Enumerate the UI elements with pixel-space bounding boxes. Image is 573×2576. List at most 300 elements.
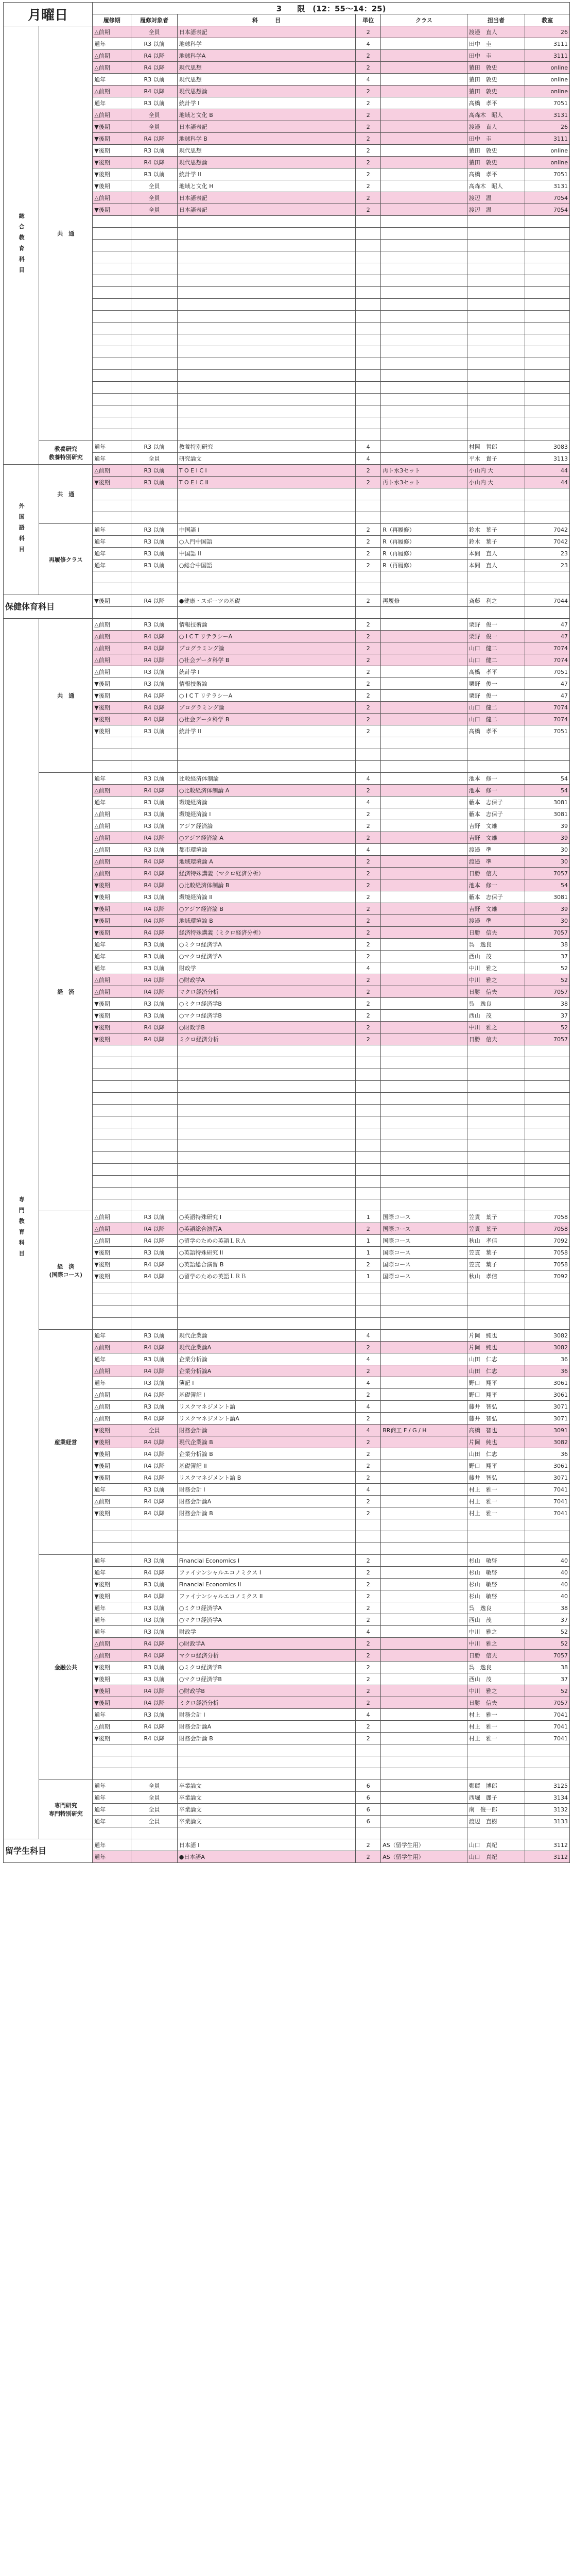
cell: 3113	[525, 453, 570, 465]
column-header: 担当者	[467, 14, 525, 26]
cell: 鄭麗 博郎	[467, 1780, 525, 1792]
cell	[467, 1045, 525, 1057]
cell: 通年	[93, 74, 131, 86]
cell: 財務会計論A	[177, 1496, 355, 1507]
cell	[131, 251, 177, 263]
cell: 情報技術論	[177, 619, 355, 631]
cell: 日勝 信夫	[467, 1650, 525, 1662]
cell	[356, 1081, 381, 1093]
cell	[381, 1602, 467, 1614]
cell	[381, 986, 467, 998]
cell: ●健康・スポーツの基礎	[177, 595, 355, 607]
cell: 中川 雅之	[467, 1626, 525, 1638]
cell	[131, 1768, 177, 1780]
cell	[131, 1744, 177, 1756]
cell: 2	[356, 879, 381, 891]
cell	[177, 1282, 355, 1294]
cell: 鈴木 葉子	[467, 536, 525, 548]
cell	[525, 311, 570, 323]
cell: 秋山 孝信	[467, 1235, 525, 1247]
cell: 30	[525, 915, 570, 927]
cell	[131, 1851, 177, 1863]
cell	[381, 927, 467, 939]
cell: R3 以前	[131, 1626, 177, 1638]
cell	[177, 1768, 355, 1780]
cell	[381, 500, 467, 512]
cell	[177, 761, 355, 773]
cell: 2	[356, 1033, 381, 1045]
cell: R（再履修）	[381, 548, 467, 560]
cell: 2	[356, 168, 381, 180]
cell: ●日本語A	[177, 1851, 355, 1863]
cell	[381, 1531, 467, 1543]
cell	[356, 358, 381, 370]
cell: ○ミクロ経済学B	[177, 1662, 355, 1673]
cell: 2	[356, 1496, 381, 1507]
cell	[381, 808, 467, 820]
cell: 藪本 志保子	[467, 808, 525, 820]
cell	[381, 1282, 467, 1294]
cell: 日本語表記	[177, 121, 355, 133]
cell	[356, 311, 381, 323]
cell: ▼後期	[93, 1507, 131, 1519]
cell: 26	[525, 26, 570, 38]
cell: 財政学	[177, 962, 355, 974]
cell	[177, 1116, 355, 1128]
cell: 村上 雅一	[467, 1507, 525, 1519]
cell: 全員	[131, 26, 177, 38]
cell	[356, 512, 381, 524]
cell	[381, 607, 467, 619]
cell	[381, 1756, 467, 1768]
cell	[356, 1744, 381, 1756]
cell	[93, 1744, 131, 1756]
cell	[525, 1140, 570, 1152]
cell: ▼後期	[93, 1673, 131, 1685]
cell	[467, 1199, 525, 1211]
cell: ▼後期	[93, 903, 131, 915]
cell: 栗野 俊一	[467, 631, 525, 642]
cell	[356, 1057, 381, 1069]
cell: 通年	[93, 1839, 131, 1851]
cell: 39	[525, 832, 570, 844]
cell	[467, 488, 525, 500]
cell	[177, 512, 355, 524]
cell	[381, 97, 467, 109]
cell: R3 以前	[131, 1555, 177, 1567]
cell	[467, 299, 525, 311]
cell: 通年	[93, 524, 131, 536]
cell: 7074	[525, 702, 570, 714]
column-header: クラス	[381, 14, 467, 26]
cell: △前期	[93, 86, 131, 97]
cell: 2	[356, 1721, 381, 1733]
cell: 現代企業論	[177, 1330, 355, 1342]
cell: 杉山 敏啓	[467, 1590, 525, 1602]
cell	[356, 583, 381, 595]
cell: 統計学 II	[177, 168, 355, 180]
subsection-econ	[39, 773, 93, 1211]
cell: 日勝 信夫	[467, 868, 525, 879]
cell: ○ミクロ経済学B	[177, 998, 355, 1010]
cell	[177, 275, 355, 287]
cell: ▼後期	[93, 891, 131, 903]
cell: 7054	[525, 192, 570, 204]
cell: 平木 貴子	[467, 453, 525, 465]
cell	[131, 405, 177, 417]
cell	[467, 216, 525, 228]
cell: R4 以降	[131, 642, 177, 654]
cell: R（再履修）	[381, 524, 467, 536]
cell: R4 以降	[131, 631, 177, 642]
cell	[177, 1057, 355, 1069]
cell: 7041	[525, 1484, 570, 1496]
cell: 財務会計論 B	[177, 1733, 355, 1744]
cell	[356, 749, 381, 761]
cell: 通年	[93, 1851, 131, 1863]
cell: ○英語総合演習 B	[177, 1259, 355, 1270]
cell	[356, 607, 381, 619]
cell: △前期	[93, 654, 131, 666]
cell	[381, 1413, 467, 1425]
cell	[93, 512, 131, 524]
cell: 山口 健二	[467, 654, 525, 666]
cell	[525, 737, 570, 749]
cell: 髙橋 孝平	[467, 666, 525, 678]
cell: 池本 修一	[467, 785, 525, 796]
cell: R4 以降	[131, 1365, 177, 1377]
cell	[381, 1685, 467, 1697]
cell: 7074	[525, 654, 570, 666]
cell: ▼後期	[93, 998, 131, 1010]
subsection-major_common	[39, 619, 93, 773]
cell	[381, 1199, 467, 1211]
cell: R4 以降	[131, 1650, 177, 1662]
column-header: 履修期	[93, 14, 131, 26]
cell: 村上 雅一	[467, 1484, 525, 1496]
cell: △前期	[93, 619, 131, 631]
cell: 日本語表記	[177, 192, 355, 204]
cell: 37	[525, 1010, 570, 1022]
cell: 現代思想論	[177, 86, 355, 97]
subsection-label: 再履修クラス	[48, 556, 83, 563]
cell: ▼後期	[93, 595, 131, 607]
cell: 国際コース	[381, 1247, 467, 1259]
cell	[381, 1342, 467, 1353]
cell	[467, 1069, 525, 1081]
cell: ▼後期	[93, 1460, 131, 1472]
cell	[381, 334, 467, 346]
cell	[93, 1188, 131, 1199]
cell	[381, 405, 467, 417]
cell: 2	[356, 690, 381, 702]
cell	[381, 1460, 467, 1472]
cell: 4	[356, 844, 381, 856]
cell: ○ミクロ経済学A	[177, 1602, 355, 1614]
cell: 吉野 文雄	[467, 903, 525, 915]
cell: 再ト水3セット	[381, 477, 467, 488]
cell: 財務会計論A	[177, 1721, 355, 1733]
cell	[131, 583, 177, 595]
cell: ▼後期	[93, 1022, 131, 1033]
cell	[93, 488, 131, 500]
cell	[356, 1093, 381, 1105]
cell	[381, 1116, 467, 1128]
cell: 7057	[525, 986, 570, 998]
cell: 40	[525, 1579, 570, 1590]
cell	[467, 1176, 525, 1188]
cell: 3081	[525, 808, 570, 820]
cell	[381, 714, 467, 725]
cell	[381, 785, 467, 796]
cell: △前期	[93, 1721, 131, 1733]
cell	[356, 1045, 381, 1057]
cell: 7051	[525, 666, 570, 678]
cell	[177, 405, 355, 417]
table-row	[4, 595, 570, 607]
cell	[467, 1531, 525, 1543]
cell: 7041	[525, 1733, 570, 1744]
cell: R4 以降	[131, 1733, 177, 1744]
cell	[381, 903, 467, 915]
cell	[131, 346, 177, 358]
cell: R3 以前	[131, 548, 177, 560]
cell	[467, 583, 525, 595]
cell: ○比較経済体制論 B	[177, 879, 355, 891]
cell: 44	[525, 477, 570, 488]
cell: 渡辺 直樹	[467, 1816, 525, 1827]
cell: 2	[356, 465, 381, 477]
cell	[381, 74, 467, 86]
cell: R4 以降	[131, 1460, 177, 1472]
cell	[467, 346, 525, 358]
cell	[93, 263, 131, 275]
cell	[131, 1093, 177, 1105]
cell: 2	[356, 654, 381, 666]
cell: 現代思想	[177, 74, 355, 86]
cell	[93, 1306, 131, 1318]
cell: R（再履修）	[381, 536, 467, 548]
cell: 4	[356, 1484, 381, 1496]
cell: 猿田 敦史	[467, 62, 525, 74]
cell: R4 以降	[131, 1638, 177, 1650]
subsection-label: 経 済	[57, 1263, 75, 1270]
cell: 2	[356, 927, 381, 939]
cell: 通年	[93, 1614, 131, 1626]
cell: ▼後期	[93, 1425, 131, 1436]
cell: 中川 雅之	[467, 1685, 525, 1697]
cell: 全員	[131, 1780, 177, 1792]
cell: R3 以前	[131, 1211, 177, 1223]
cell: 2	[356, 62, 381, 74]
cell: 37	[525, 1614, 570, 1626]
cell: 4	[356, 441, 381, 453]
cell: 鈴木 葉子	[467, 524, 525, 536]
cell: 2	[356, 868, 381, 879]
cell	[525, 299, 570, 311]
cell: 財務会計論	[177, 1425, 355, 1436]
cell: 通年	[93, 1567, 131, 1579]
table-row	[4, 465, 570, 477]
cell: 渡邉 準	[467, 856, 525, 868]
cell	[356, 382, 381, 394]
cell: 38	[525, 1602, 570, 1614]
cell: 猿田 敦史	[467, 145, 525, 157]
cell	[525, 1093, 570, 1105]
cell: △前期	[93, 631, 131, 642]
cell	[93, 1543, 131, 1555]
cell: online	[525, 74, 570, 86]
cell	[381, 453, 467, 465]
cell	[356, 1116, 381, 1128]
cell	[381, 1176, 467, 1188]
cell: 統計学 II	[177, 725, 355, 737]
cell: 環境経済論 II	[177, 891, 355, 903]
cell	[467, 512, 525, 524]
cell: ○社会データ科学 B	[177, 714, 355, 725]
subsection-sublabel: (国際コース)	[49, 1271, 83, 1278]
cell: ▼後期	[93, 204, 131, 216]
cell: 3081	[525, 796, 570, 808]
cell	[381, 1614, 467, 1626]
cell	[381, 891, 467, 903]
cell: △前期	[93, 1235, 131, 1247]
cell: 7058	[525, 1223, 570, 1235]
cell	[525, 394, 570, 405]
cell	[381, 725, 467, 737]
cell: ▼後期	[93, 1685, 131, 1697]
cell	[381, 1389, 467, 1401]
cell	[381, 429, 467, 441]
cell: 2	[356, 1365, 381, 1377]
cell: 2	[356, 1638, 381, 1650]
cell	[93, 607, 131, 619]
cell	[381, 571, 467, 583]
cell: R3 以前	[131, 1330, 177, 1342]
cell: 山田 仁志	[467, 1353, 525, 1365]
cell	[177, 417, 355, 429]
cell: 池本 修一	[467, 879, 525, 891]
cell	[525, 1176, 570, 1188]
cell: 基礎簿記 II	[177, 1460, 355, 1472]
cell	[356, 370, 381, 382]
cell: ○入門中国語	[177, 536, 355, 548]
cell	[525, 512, 570, 524]
cell: 田中 圭	[467, 38, 525, 50]
cell: 47	[525, 690, 570, 702]
section-foreign: 外国語科目	[4, 465, 39, 595]
cell: 財務会計 I	[177, 1709, 355, 1721]
cell	[356, 1756, 381, 1768]
cell	[525, 500, 570, 512]
cell: ○ I C T リテラシーA	[177, 690, 355, 702]
cell: 地域環境論 B	[177, 915, 355, 927]
cell: 高橋 智也	[467, 1425, 525, 1436]
cell: 3133	[525, 1816, 570, 1827]
cell	[381, 1638, 467, 1650]
cell: 6	[356, 1804, 381, 1816]
cell	[356, 737, 381, 749]
cell: 吉野 文雄	[467, 820, 525, 832]
cell	[381, 642, 467, 654]
cell: 呉 逸良	[467, 939, 525, 951]
subsection-liberal_research	[39, 441, 93, 465]
cell	[381, 1353, 467, 1365]
cell: 栗野 俊一	[467, 690, 525, 702]
cell: 3112	[525, 1851, 570, 1863]
cell: 本間 直人	[467, 548, 525, 560]
cell	[381, 690, 467, 702]
cell	[525, 571, 570, 583]
cell: 全員	[131, 453, 177, 465]
cell: ▼後期	[93, 1436, 131, 1448]
cell	[131, 1543, 177, 1555]
cell: 3112	[525, 1839, 570, 1851]
cell	[93, 1105, 131, 1116]
cell: 3071	[525, 1472, 570, 1484]
cell	[467, 334, 525, 346]
cell: R3 以前	[131, 1401, 177, 1413]
cell	[381, 346, 467, 358]
cell	[381, 1448, 467, 1460]
cell	[381, 488, 467, 500]
cell: 渡邉 直人	[467, 121, 525, 133]
subsection-general_common	[39, 26, 93, 441]
cell	[177, 263, 355, 275]
cell: 2	[356, 133, 381, 145]
cell: R3 以前	[131, 844, 177, 856]
cell: R4 以降	[131, 1590, 177, 1602]
cell: 村上 雅一	[467, 1721, 525, 1733]
cell	[467, 394, 525, 405]
cell	[381, 832, 467, 844]
subsection-finance	[39, 1555, 93, 1780]
cell: 1	[356, 1235, 381, 1247]
cell: 通年	[93, 1555, 131, 1567]
cell	[93, 299, 131, 311]
cell: 通年	[93, 796, 131, 808]
cell: 7092	[525, 1235, 570, 1247]
cell: 3111	[525, 133, 570, 145]
cell: 3083	[525, 441, 570, 453]
cell: 4	[356, 1709, 381, 1721]
cell	[356, 1294, 381, 1306]
cell	[177, 1827, 355, 1839]
cell	[131, 749, 177, 761]
cell: 山口 真紀	[467, 1851, 525, 1863]
cell: 地域環境論 A	[177, 856, 355, 868]
cell	[381, 1650, 467, 1662]
cell: ▼後期	[93, 477, 131, 488]
cell: 2	[356, 1579, 381, 1590]
cell	[381, 1804, 467, 1816]
cell: 通年	[93, 536, 131, 548]
cell	[525, 761, 570, 773]
cell: 7051	[525, 168, 570, 180]
cell: 2	[356, 121, 381, 133]
cell: 髙森木 昭人	[467, 180, 525, 192]
cell: 全員	[131, 204, 177, 216]
day-label: 月曜日	[4, 3, 93, 26]
cell	[381, 796, 467, 808]
cell	[525, 1105, 570, 1116]
cell: 52	[525, 1626, 570, 1638]
cell: ▼後期	[93, 157, 131, 168]
cell	[381, 1744, 467, 1756]
cell: 現代企業論A	[177, 1342, 355, 1353]
cell: 中国語 II	[177, 548, 355, 560]
cell	[467, 263, 525, 275]
